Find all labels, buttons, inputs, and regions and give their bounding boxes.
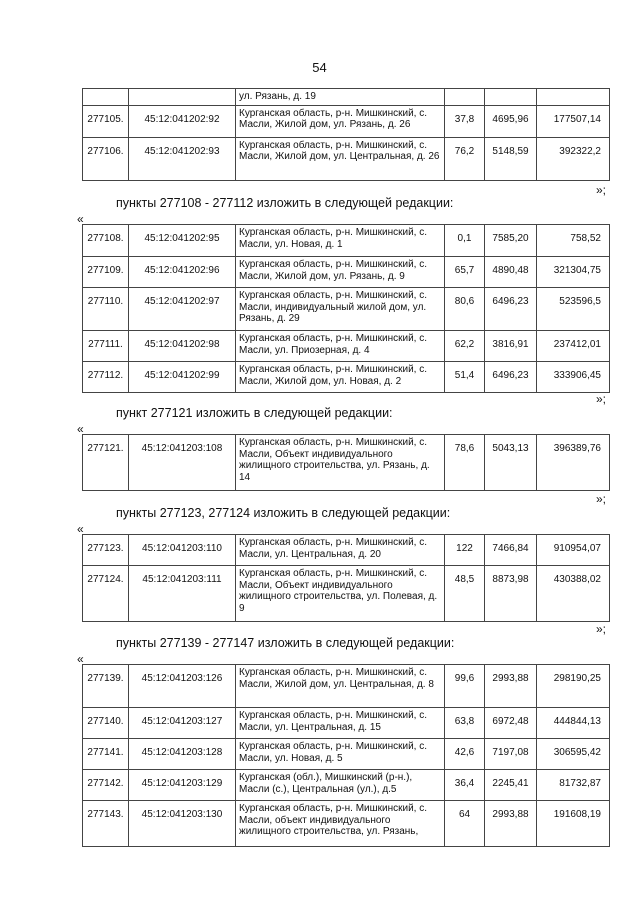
table-row [83,435,610,491]
cadastral-number: 45:12:041202:92 [129,105,236,137]
cadastral-number: 45:12:041203:130 [129,801,236,847]
cadastral-number: 45:12:041202:95 [129,225,236,257]
area: 42,6 [445,739,485,770]
cadastral-value: 758,52 [537,225,610,257]
area: 48,5 [445,566,485,622]
cadastral-number: 45:12:041202:98 [129,331,236,362]
unit-value: 7466,84 [485,535,537,566]
cadastral-value: 392322,2 [537,137,610,180]
table-row [83,137,610,180]
address: Курганская область, р-н. Мишкинский, с. Масли, Жилой дом, ул. Новая, д. 2 [236,362,445,393]
item-number: 277108. [83,225,129,257]
table-row [83,801,610,847]
area [445,89,485,106]
item-number: 277105. [83,105,129,137]
cadastral-value: 306595,42 [537,739,610,770]
closing-quote: »; [596,392,607,406]
cadastral-number: 45:12:041202:99 [129,362,236,393]
opening-quote: « [77,652,84,666]
item-number [83,89,129,106]
cadastral-value: 237412,01 [537,331,610,362]
cadastral-number: 45:12:041203:129 [129,770,236,801]
closing-quote: »; [596,183,607,197]
table-row [83,225,610,257]
item-number: 277123. [83,535,129,566]
page-number: 54 [312,60,327,75]
cadastral-number: 45:12:041203:128 [129,739,236,770]
item-number: 277139. [83,665,129,708]
unit-value: 4695,96 [485,105,537,137]
property-table-1 [82,88,610,181]
area: 122 [445,535,485,566]
area: 64 [445,801,485,847]
cadastral-value: 81732,87 [537,770,610,801]
cadastral-number: 45:12:041203:108 [129,435,236,491]
unit-value: 2993,88 [485,801,537,847]
cadastral-number: 45:12:041203:127 [129,708,236,739]
cadastral-value: 910954,07 [537,535,610,566]
unit-value [485,89,537,106]
property-table-2 [82,224,610,393]
area: 99,6 [445,665,485,708]
unit-value: 5043,13 [485,435,537,491]
unit-value: 5148,59 [485,137,537,180]
cadastral-number: 45:12:041203:111 [129,566,236,622]
item-number: 277109. [83,257,129,288]
opening-quote: « [77,212,84,226]
address: Курганская область, р-н. Мишкинский, с. Масли, ул. Новая, д. 1 [236,225,445,257]
unit-value: 6496,23 [485,362,537,393]
item-number: 277142. [83,770,129,801]
cadastral-value: 523596,5 [537,288,610,331]
table-row [83,257,610,288]
unit-value: 6972,48 [485,708,537,739]
closing-quote: »; [596,622,607,636]
item-number: 277124. [83,566,129,622]
area: 63,8 [445,708,485,739]
address: Курганская область, р-н. Мишкинский, с. Масли, индивидуальный жилой дом, ул. Рязань, д. 29 [236,288,445,331]
amendment-heading: пункт 277121 изложить в следующей редакции: [116,406,393,420]
item-number: 277140. [83,708,129,739]
table-row [83,665,610,708]
area: 0,1 [445,225,485,257]
cadastral-value: 191608,19 [537,801,610,847]
closing-quote: »; [596,492,607,506]
unit-value: 8873,98 [485,566,537,622]
area: 37,8 [445,105,485,137]
address: ул. Рязань, д. 19 [236,89,445,106]
address: Курганская область, р-н. Мишкинский, с. Масли, ул. Центральная, д. 15 [236,708,445,739]
item-number: 277111. [83,331,129,362]
table-row [83,566,610,622]
item-number: 277110. [83,288,129,331]
cadastral-number: 45:12:041202:93 [129,137,236,180]
area: 80,6 [445,288,485,331]
property-table-4 [82,534,610,622]
cadastral-value: 321304,75 [537,257,610,288]
amendment-heading: пункты 277108 - 277112 изложить в следующей редакции: [116,196,454,210]
item-number: 277141. [83,739,129,770]
address: Курганская область, р-н. Мишкинский, с. Масли, Жилой дом, ул. Рязань, д. 9 [236,257,445,288]
address: Курганская область, р-н. Мишкинский, с. Масли, Объект индивидуального жилищного строительства, ул. Полевая, д. 9 [236,566,445,622]
property-table-3 [82,434,610,491]
area: 65,7 [445,257,485,288]
unit-value: 7585,20 [485,225,537,257]
amendment-heading: пункты 277123, 277124 изложить в следующей редакции: [116,506,451,520]
cadastral-value: 333906,45 [537,362,610,393]
table-row [83,288,610,331]
area: 76,2 [445,137,485,180]
unit-value: 6496,23 [485,288,537,331]
cadastral-value: 444844,13 [537,708,610,739]
area: 51,4 [445,362,485,393]
address: Курганская область, р-н. Мишкинский, с. Масли, Объект индивидуального жилищного строительства, ул. Рязань, д. 14 [236,435,445,491]
cadastral-value: 298190,25 [537,665,610,708]
cadastral-number: 45:12:041203:126 [129,665,236,708]
opening-quote: « [77,422,84,436]
cadastral-value: 177507,14 [537,105,610,137]
item-number: 277106. [83,137,129,180]
item-number: 277143. [83,801,129,847]
address: Курганская область, р-н. Мишкинский, с. Масли, Жилой дом, ул. Центральная, д. 26 [236,137,445,180]
cadastral-number: 45:12:041202:97 [129,288,236,331]
unit-value: 3816,91 [485,331,537,362]
address: Курганская область, р-н. Мишкинский, с. Масли, ул. Центральная, д. 20 [236,535,445,566]
table-row [83,739,610,770]
table-row [83,535,610,566]
table-row [83,770,610,801]
table-row [83,105,610,137]
address: Курганская область, р-н. Мишкинский, с. Масли, ул. Новая, д. 5 [236,739,445,770]
cadastral-value [537,89,610,106]
cadastral-value: 430388,02 [537,566,610,622]
address: Курганская (обл.), Мишкинский (р-н.), Масли (с.), Центральная (ул.), д.5 [236,770,445,801]
cadastral-number: 45:12:041202:96 [129,257,236,288]
item-number: 277112. [83,362,129,393]
area: 36,4 [445,770,485,801]
address: Курганская область, р-н. Мишкинский, с. Масли, Жилой дом, ул. Центральная, д. 8 [236,665,445,708]
amendment-heading: пункты 277139 - 277147 изложить в следующей редакции: [116,636,455,650]
unit-value: 4890,48 [485,257,537,288]
opening-quote: « [77,522,84,536]
item-number: 277121. [83,435,129,491]
unit-value: 2245,41 [485,770,537,801]
unit-value: 7197,08 [485,739,537,770]
cadastral-number: 45:12:041203:110 [129,535,236,566]
table-row [83,89,610,106]
table-row [83,362,610,393]
table-row [83,708,610,739]
table-row [83,331,610,362]
property-table-5 [82,664,610,847]
address: Курганская область, р-н. Мишкинский, с. Масли, объект индивидуального жилищного строительства, ул. Рязань, [236,801,445,847]
area: 78,6 [445,435,485,491]
address: Курганская область, р-н. Мишкинский, с. Масли, Жилой дом, ул. Рязань, д. 26 [236,105,445,137]
cadastral-number [129,89,236,106]
unit-value: 2993,88 [485,665,537,708]
area: 62,2 [445,331,485,362]
cadastral-value: 396389,76 [537,435,610,491]
address: Курганская область, р-н. Мишкинский, с. Масли, ул. Приозерная, д. 4 [236,331,445,362]
